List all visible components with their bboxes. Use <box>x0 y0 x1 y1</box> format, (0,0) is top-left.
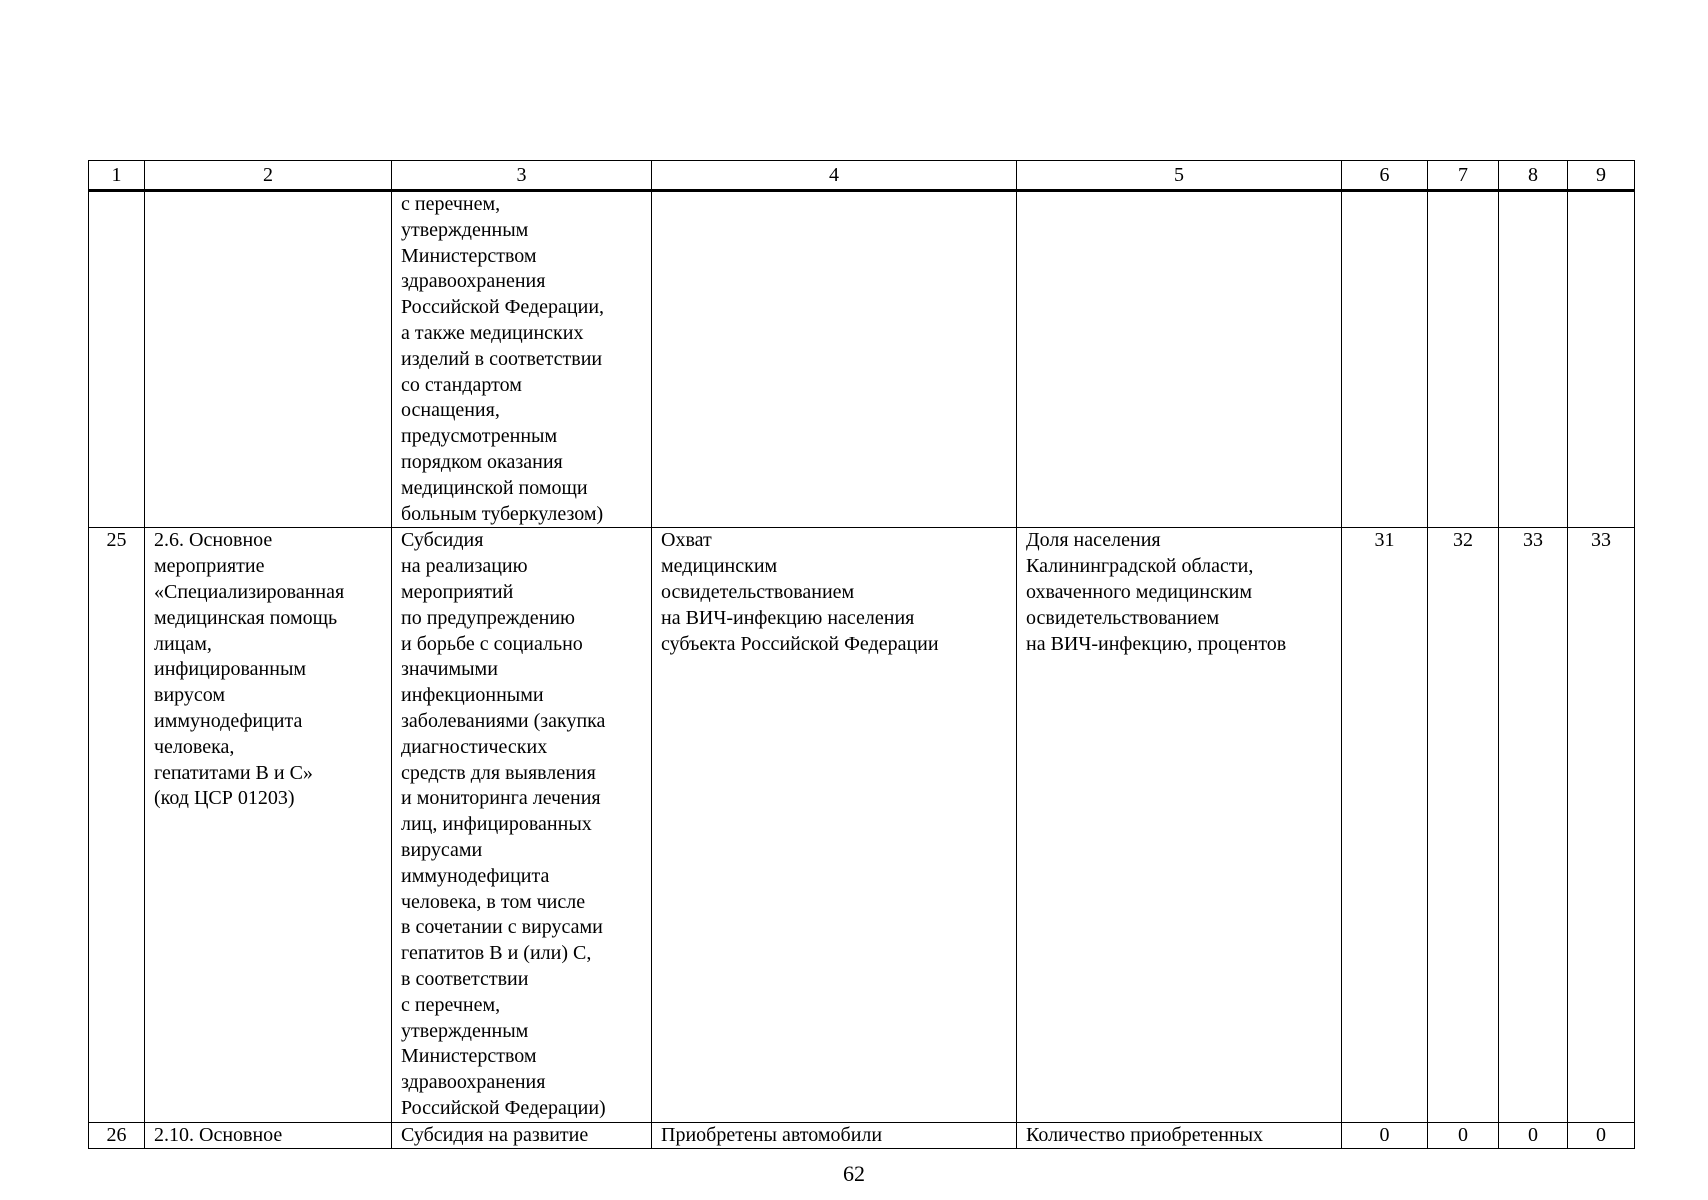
result-cell <box>652 191 1017 528</box>
value-cell: 0 <box>1428 1122 1499 1148</box>
header-cell: 1 <box>89 161 145 191</box>
activity-cell <box>145 1122 392 1148</box>
value-cell: 0 <box>1568 1122 1635 1148</box>
indicator-text: Доля населения Калининградской области, охваченного медицинским освидетельствованием на ВИЧ-инфекцию, процентов <box>1026 529 1287 655</box>
value-cell: 32 <box>1428 528 1499 1122</box>
header-cell: 4 <box>652 161 1017 191</box>
value-cell: 33 <box>1568 528 1635 1122</box>
result-cell <box>652 1122 1017 1148</box>
value-cell <box>1568 191 1635 528</box>
indicator-cell <box>1017 1122 1342 1148</box>
indicator-table <box>88 160 1635 1149</box>
subsidy-text: Субсидия на реализацию мероприятий по предупреждению и борьбе с социально значимыми инфекционными заболеваниями (закупка диагностических средств для выявления и мониторинга лечения лиц, инфицированных вирусами иммунодефицита человека, в том числе в сочетании с вирусами гепатитов В и (или) С, в соответствии с перечнем, утвержденным Министерством здравоохранения Российской Федерации) <box>401 529 606 1119</box>
value-cell: 33 <box>1499 528 1568 1122</box>
subsidy-text: Субсидия на развитие <box>401 1123 589 1146</box>
table-row <box>89 191 1635 528</box>
table-header-row <box>89 161 1635 191</box>
value-cell <box>1499 191 1568 528</box>
value-cell: 0 <box>1499 1122 1568 1148</box>
indicator-cell <box>1017 528 1342 1122</box>
indicator-text: Количество приобретенных <box>1026 1123 1264 1146</box>
subsidy-cell <box>392 191 652 528</box>
subsidy-text: с перечнем, утвержденным Министерством здравоохранения Российской Федерации, а также медицинских изделий в соответствии со стандартом оснащения, предусмотренным порядком оказания медицинской помощи больным туберкулезом) <box>401 193 605 525</box>
header-cell: 6 <box>1342 161 1428 191</box>
indicator-cell <box>1017 191 1342 528</box>
row-number-cell <box>89 191 145 528</box>
value-cell <box>1428 191 1499 528</box>
subsidy-cell <box>392 528 652 1122</box>
table-row <box>89 1122 1635 1148</box>
page-number: 62 <box>843 1161 865 1186</box>
value-cell <box>1342 191 1428 528</box>
value-cell: 31 <box>1342 528 1428 1122</box>
result-text: Приобретены автомобили <box>661 1123 883 1146</box>
activity-text: 2.6. Основное мероприятие «Специализированная медицинская помощь лицам, инфицированным вирусом иммунодефицита человека, гепатитами В и С» (код ЦСР 01203) <box>154 529 345 810</box>
row-number-cell: 26 <box>89 1122 145 1148</box>
activity-cell <box>145 528 392 1122</box>
row-number-cell: 25 <box>89 528 145 1122</box>
result-text: Охват медицинским освидетельствованием на ВИЧ-инфекцию населения субъекта Российской Федерации <box>661 529 939 655</box>
header-cell: 2 <box>145 161 392 191</box>
result-cell <box>652 528 1017 1122</box>
header-cell: 7 <box>1428 161 1499 191</box>
activity-cell <box>145 191 392 528</box>
activity-text: 2.10. Основное <box>154 1123 283 1146</box>
subsidy-cell <box>392 1122 652 1148</box>
table-row <box>89 528 1635 1122</box>
header-cell: 9 <box>1568 161 1635 191</box>
value-cell: 0 <box>1342 1122 1428 1148</box>
header-cell: 8 <box>1499 161 1568 191</box>
header-cell: 3 <box>392 161 652 191</box>
header-cell: 5 <box>1017 161 1342 191</box>
